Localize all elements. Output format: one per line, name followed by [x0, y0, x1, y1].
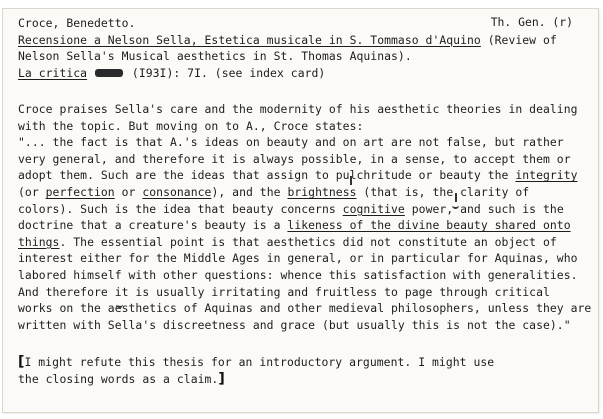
- quote-line: labored himself with other questions: whence this satisfaction with generalities.: [18, 267, 578, 282]
- source-details: (I93I): 7I. (see index card): [125, 65, 326, 80]
- underlined-term-things: things: [18, 234, 60, 249]
- source-journal: La critica: [18, 65, 88, 80]
- work-title: Recensione a Nelson Sella, Estetica musicale in S. Tommaso d'Aquino: [18, 32, 481, 47]
- underlined-term-consonance: consonance: [142, 184, 212, 199]
- quote-line: interest either for the Middle Ages in general, or in particular for Aquinas, who: [18, 251, 578, 266]
- underlined-term-brightness: brightness: [287, 184, 357, 199]
- underlined-term-integrity: integrity: [515, 168, 578, 183]
- quote-line: And therefore it is usually irritating and fruitless to page through critical: [18, 284, 550, 299]
- note-line: I might refute this thesis for an introductory argument. I might use: [24, 355, 495, 369]
- quote-line: works on the aesthetics of Aquinas and other medieval philosophers, unless they are: [18, 301, 592, 316]
- body-line: Croce praises Sella's care and the modernity of his aesthetic theories in dealing: [18, 102, 578, 116]
- handwritten-note: [18, 354, 494, 387]
- correction-mark: [350, 176, 352, 185]
- quote-text: or: [114, 184, 143, 199]
- quote-line: adopt them. Such are the ideas that assign to pulchritude or beauty the: [18, 168, 516, 183]
- quote-text: . The essential point is that aesthetics did not constitute an object of: [59, 234, 557, 249]
- quote-line: colors). Such is the idea that beauty concerns: [18, 201, 343, 216]
- quote-line: very general, and therefore it is always possible, in a sense, to accept them or: [18, 151, 571, 166]
- crossed-out-word: [95, 69, 123, 77]
- body-line: with the topic. But moving on to A., Croce states:: [18, 118, 364, 133]
- open-bracket-mark: [: [18, 354, 25, 370]
- quote-text: (that is, the clarity of: [356, 184, 530, 199]
- correction-mark: [455, 193, 457, 202]
- underlined-phrase-likeness: likeness of the divine beauty shared onto: [287, 218, 571, 233]
- quote-text: ), and the: [211, 184, 288, 199]
- note-line: the closing words as a claim.: [18, 371, 219, 386]
- quote-line: doctrine that a creature's beauty is a: [18, 218, 288, 233]
- classification-code: Th. Gen. (r): [490, 15, 573, 29]
- card-body: [18, 101, 591, 333]
- close-bracket-mark: ]: [218, 370, 225, 387]
- quote-line: written with Sella's discreetness and grace (but usually this is not the case).": [18, 317, 571, 332]
- quote-text: power, and such is the: [404, 201, 564, 216]
- author-name: Croce, Benedetto.: [18, 16, 136, 30]
- underlined-term-cognitive: cognitive: [342, 201, 405, 216]
- card-header: [18, 15, 557, 81]
- work-title-translation: Nelson Sella's Musical aesthetics in St. Thomas Aquinas).: [18, 49, 412, 64]
- quote-line: "... the fact is that A.'s ideas on beauty and on art are not false, but rather: [18, 135, 564, 150]
- quote-line: (or: [18, 184, 46, 199]
- underlined-term-perfection: perfection: [45, 184, 115, 199]
- work-title-suffix: (Review of: [480, 32, 557, 47]
